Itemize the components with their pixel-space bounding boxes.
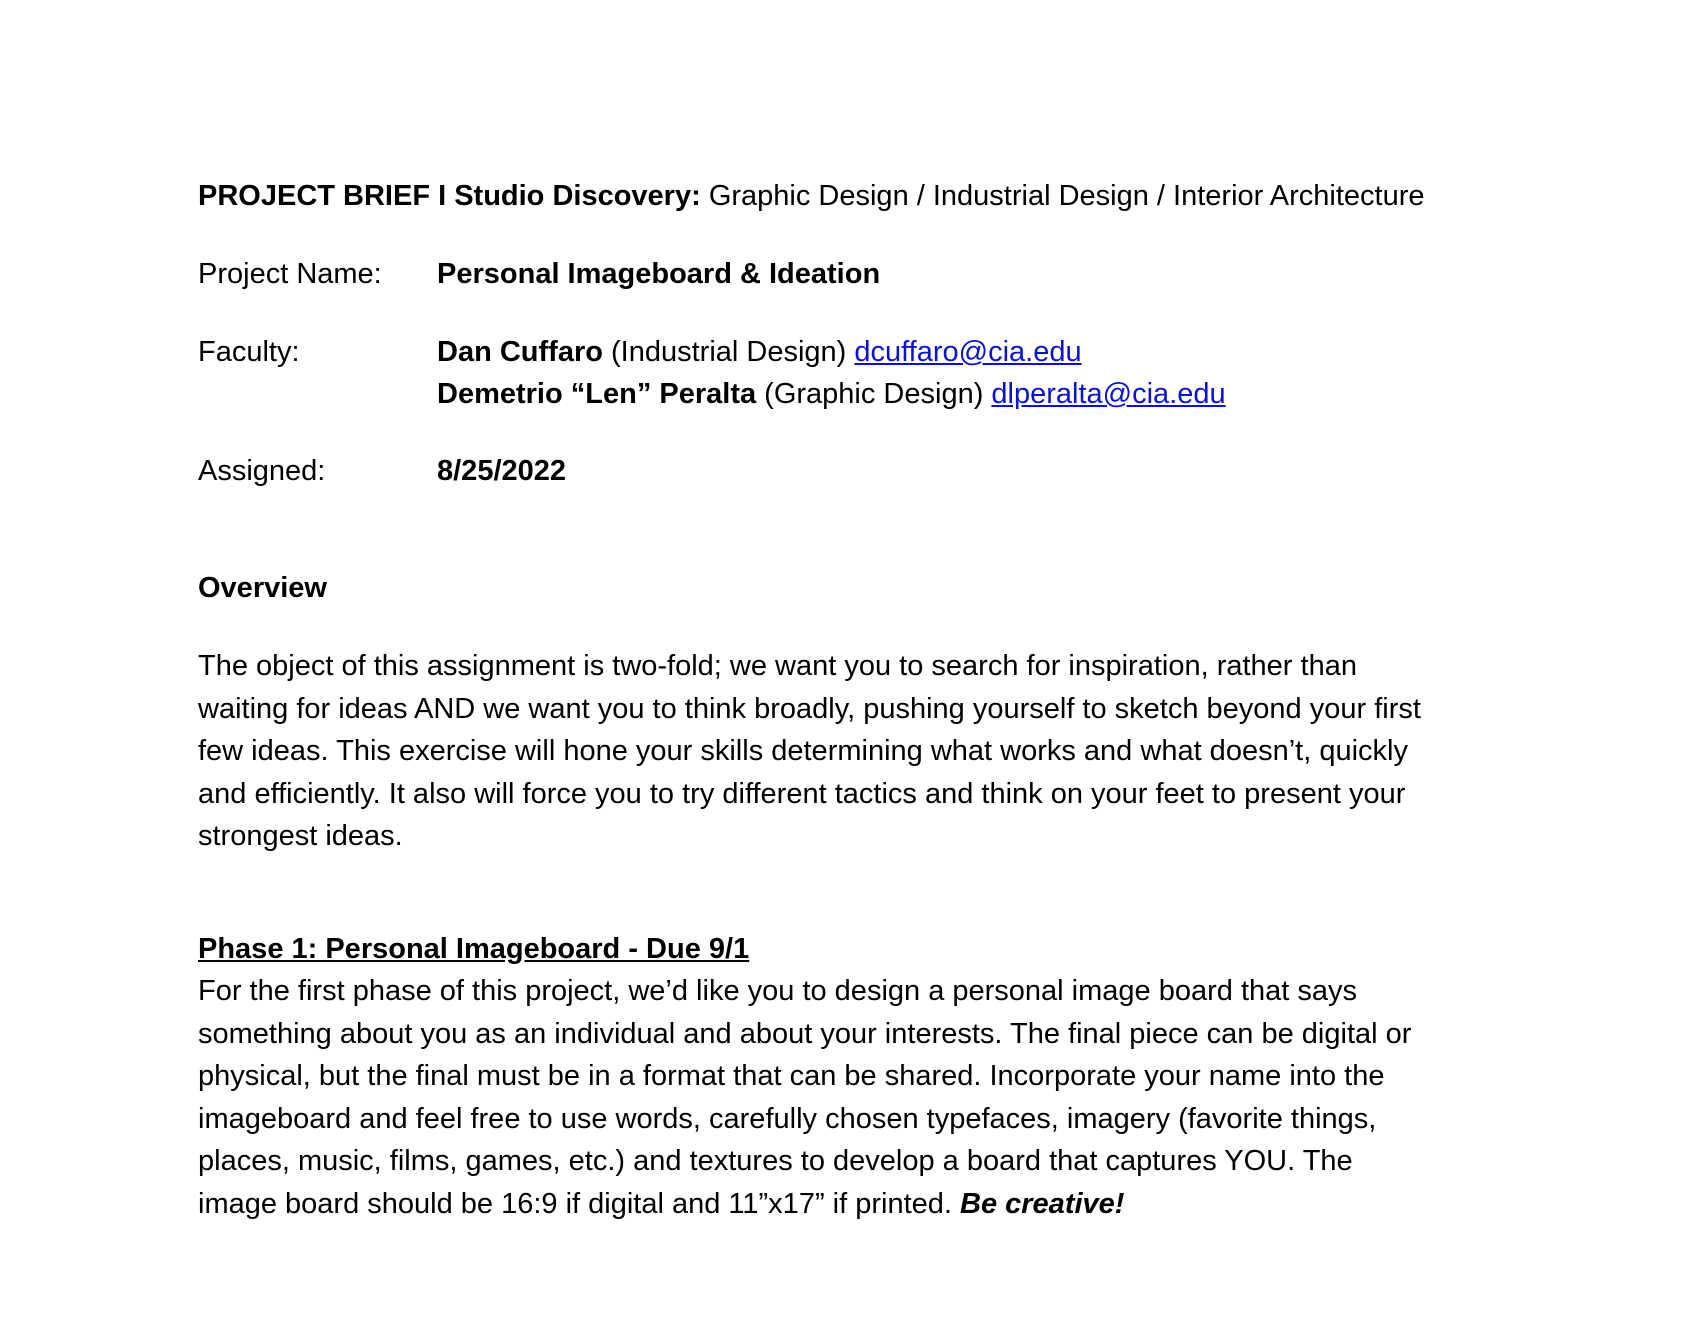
phase1-line: imageboard and feel free to use words, carefully chosen typefaces, imagery (favorite things, <box>198 1102 1377 1135</box>
phase1-emphasis: Be creative! <box>960 1187 1125 1220</box>
faculty-list <box>437 331 1518 415</box>
phase1-line: something about you as an individual and about your interests. The final piece can be digital or <box>198 1017 1412 1050</box>
phase1-line: places, music, films, games, etc.) and textures to develop a board that captures YOU. The <box>198 1145 1353 1177</box>
overview-heading: Overview <box>198 572 327 604</box>
faculty-department: (Industrial Design) <box>602 336 855 368</box>
overview-line: few ideas. This exercise will hone your skills determining what works and what doesn’t, quickly <box>198 735 1408 767</box>
project-name-label: Project Name: <box>198 258 382 290</box>
faculty-email-link[interactable]: dlperalta@cia.edu <box>991 378 1226 410</box>
faculty-name: Demetrio “Len” Peralta <box>437 378 757 410</box>
phase1-heading: Phase 1: Personal Imageboard - Due 9/1 <box>198 933 750 965</box>
faculty-row <box>198 331 1518 415</box>
brief-header <box>198 175 1424 217</box>
faculty-name: Dan Cuffaro <box>437 336 603 368</box>
overview-line: strongest ideas. <box>198 820 403 852</box>
project-name-row <box>198 253 1518 295</box>
faculty-member <box>437 373 1518 415</box>
phase1-paragraph <box>198 970 1518 1225</box>
faculty-department: (Graphic Design) <box>756 378 992 410</box>
overview-line: The object of this assignment is two-fold; we want you to search for inspiration, rather than <box>198 650 1357 682</box>
phase1-line <box>198 1183 1518 1226</box>
faculty-email-link[interactable]: dcuffaro@cia.edu <box>854 336 1082 368</box>
brief-header-disciplines: Graphic Design / Industrial Design / Interior Architecture <box>700 180 1425 212</box>
assigned-date: 8/25/2022 <box>437 455 567 487</box>
brief-header-title: PROJECT BRIEF I Studio Discovery: <box>198 180 701 212</box>
project-name-value: Personal Imageboard & Ideation <box>437 258 881 290</box>
assigned-row <box>198 450 1518 492</box>
faculty-member <box>437 331 1518 373</box>
faculty-label: Faculty: <box>198 336 300 368</box>
phase1-line: physical, but the final must be in a format that can be shared. Incorporate your name into the <box>198 1060 1385 1092</box>
phase1-last-line-text: image board should be 16:9 if digital and 11”x17” if printed. <box>198 1187 961 1220</box>
phase1-line: For the first phase of this project, we’d like you to design a personal image board that says <box>198 975 1358 1007</box>
overview-paragraph <box>198 645 1518 858</box>
assigned-label: Assigned: <box>198 455 326 487</box>
overview-line: and efficiently. It also will force you to try different tactics and think on your feet to present your <box>198 777 1406 810</box>
overview-line: waiting for ideas AND we want you to think broadly, pushing yourself to sketch beyond your first <box>198 692 1421 725</box>
